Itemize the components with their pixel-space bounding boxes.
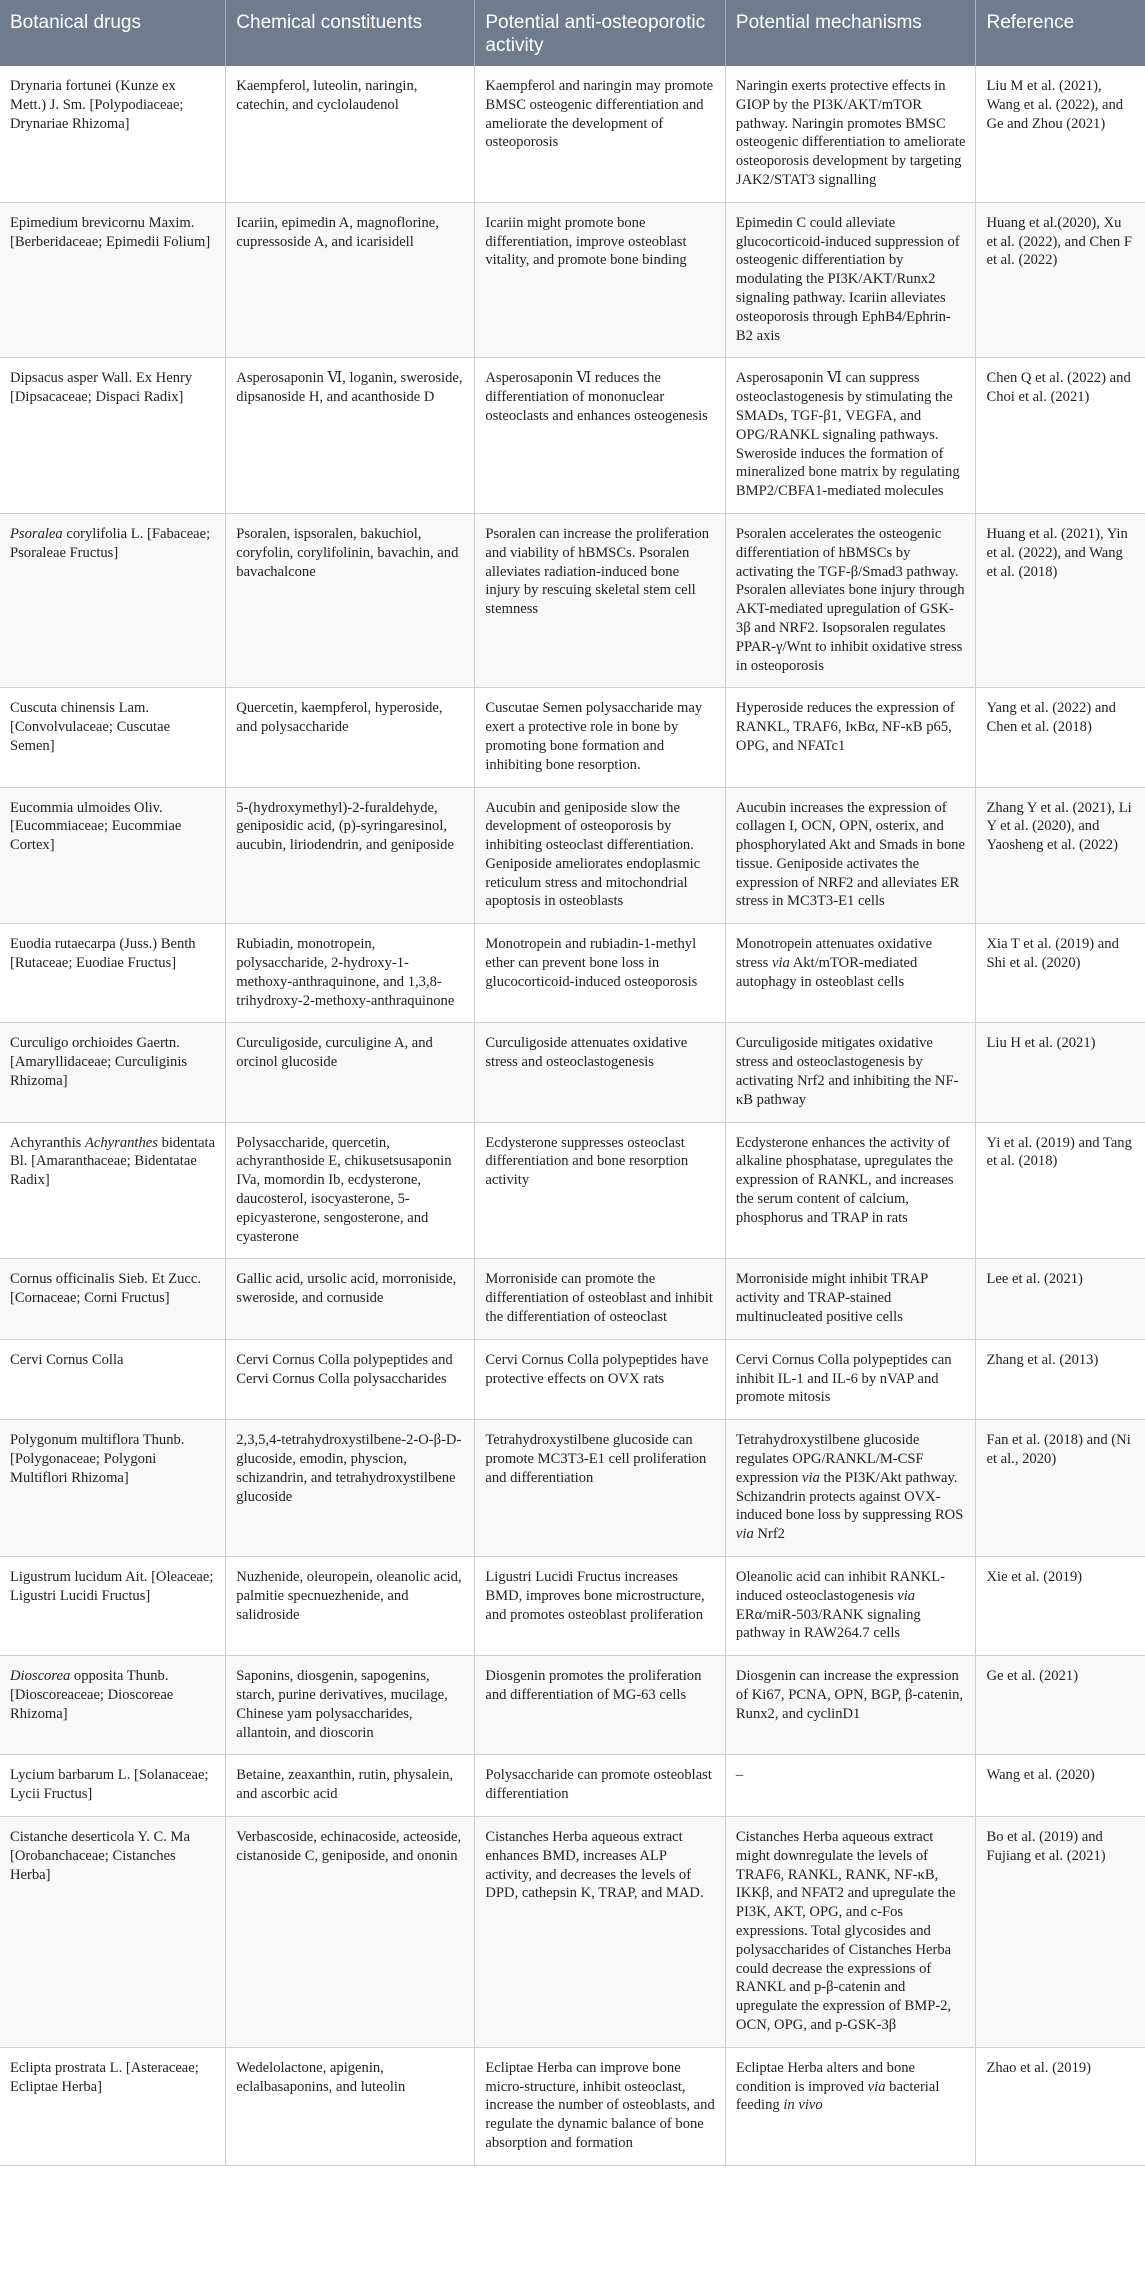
drug-text: bidentata Bl. [Amaranthaceae; Bidentatae Radix] bbox=[10, 1134, 216, 1189]
cell-activity: Ligustri Lucidi Fructus increases BMD, improves bone microstructure, and promotes osteoblast proliferation bbox=[475, 1557, 726, 1656]
mechanisms-text: Akt/mTOR-mediated autophagy in osteoblast cells bbox=[735, 955, 918, 990]
cell-drug: Euodia rutaecarpa (Juss.) Benth [Rutaceae; Euodiae Fructus] bbox=[0, 924, 226, 1023]
cell-activity: Aucubin and geniposide slow the development of osteoporosis by inhibiting osteoclast differentiation. Geniposide ameliorates endoplasmic reticulum stress and mitochondrial apoptosis in osteoblasts bbox=[475, 787, 726, 924]
cell-activity: Asperosaponin Ⅵ reduces the differentiation of mononuclear osteoclasts and enhances osteogenesis bbox=[475, 358, 726, 514]
table-row bbox=[0, 688, 1145, 787]
table-row bbox=[0, 924, 1145, 1023]
cell-drug: Drynaria fortunei (Kunze ex Mett.) J. Sm. [Polypodiaceae; Drynariae Rhizoma] bbox=[0, 66, 226, 202]
cell-mechanisms: Aucubin increases the expression of collagen I, OCN, OPN, osterix, and phosphorylated Akt and Smads in bone tissue. Geniposide activates the expression of NRF2 and alleviates ER stress in MC3T3-E1 cells bbox=[725, 787, 976, 924]
cell-activity: Cervi Cornus Colla polypeptides have protective effects on OVX rats bbox=[475, 1339, 726, 1419]
italic-genus: Achyranthes bbox=[84, 1134, 158, 1151]
cell-constituents: Nuzhenide, oleuropein, oleanolic acid, palmitie specnuezhenide, and salidroside bbox=[226, 1557, 475, 1656]
table-row bbox=[0, 1656, 1145, 1755]
cell-activity: Cistanches Herba aqueous extract enhances BMD, increases ALP activity, and decreases the levels of DPD, cathepsin K, TRAP, and MAD. bbox=[475, 1816, 726, 2047]
italic-in-vivo: in vivo bbox=[783, 2097, 823, 2114]
table-row bbox=[0, 2047, 1145, 2165]
cell-activity: Icariin might promote bone differentiation, improve osteoblast vitality, and promote bone binding bbox=[475, 202, 726, 358]
header-anti-osteoporotic-activity: Potential anti-osteoporotic activity bbox=[475, 0, 726, 66]
cell-reference: Lee et al. (2021) bbox=[976, 1259, 1145, 1339]
cell-mechanisms: Naringin exerts protective effects in GIOP by the PI3K/AKT/mTOR pathway. Naringin promotes BMSC osteogenic differentiation to ameliorate osteoporosis development by targeting JAK2/STAT3 signalling bbox=[725, 66, 976, 202]
cell-drug: Cistanche deserticola Y. C. Ma [Orobanchaceae; Cistanches Herba] bbox=[0, 1816, 226, 2047]
header-chemical-constituents: Chemical constituents bbox=[226, 0, 475, 66]
mechanisms-text: ERα/miR-503/RANK signaling pathway in RAW264.7 cells bbox=[735, 1606, 921, 1642]
mechanisms-text: bacterial feeding bbox=[735, 2078, 940, 2114]
cell-reference: Chen Q et al. (2022) and Choi et al. (2021) bbox=[976, 358, 1145, 514]
cell-reference: Xia T et al. (2019) and Shi et al. (2020) bbox=[976, 924, 1145, 1023]
cell-activity: Psoralen can increase the proliferation and viability of hBMSCs. Psoralen alleviates radiation-induced bone injury by rescuing skeletal stem cell stemness bbox=[475, 513, 726, 687]
cell-constituents: Verbascoside, echinacoside, acteoside, cistanoside C, geniposide, and ononin bbox=[226, 1816, 475, 2047]
cell-mechanisms: Cistanches Herba aqueous extract might downregulate the levels of TRAF6, RANKL, RANK, NF-κB, IKKβ, and NFAT2 and upregulate the PI3K, AKT, OPG, and c-Fos expressions. Total glycosides and polysaccharides of Cistanches Herba could decrease the expressions of RANKL and p-β-catenin and upregulate the expression of BMP-2, OCN, OPG, and p-GSK-3β bbox=[725, 1816, 976, 2047]
cell-reference: Liu M et al. (2021), Wang et al. (2022), and Ge and Zhou (2021) bbox=[976, 66, 1145, 202]
cell-mechanisms bbox=[725, 1420, 976, 1557]
cell-drug: Epimedium brevicornu Maxim. [Berberidaceae; Epimedii Folium] bbox=[0, 202, 226, 358]
cell-mechanisms: Epimedin C could alleviate glucocorticoid-induced suppression of osteogenic differentiation by modulating the PI3K/AKT/Runx2 signaling pathway. Icariin alleviates osteoporosis through EphB4/Ephrin-B2 axis bbox=[725, 202, 976, 358]
cell-constituents: Saponins, diosgenin, sapogenins, starch, purine derivatives, mucilage, Chinese yam polysaccharides, allantoin, and dioscorin bbox=[226, 1656, 475, 1755]
italic-via: via bbox=[802, 1469, 820, 1486]
cell-activity: Diosgenin promotes the proliferation and differentiation of MG-63 cells bbox=[475, 1656, 726, 1755]
table-row bbox=[0, 1259, 1145, 1339]
cell-drug: Ligustrum lucidum Ait. [Oleaceae; Ligustri Lucidi Fructus] bbox=[0, 1557, 226, 1656]
italic-via: via bbox=[735, 1526, 754, 1543]
header-reference: Reference bbox=[976, 0, 1145, 66]
table-row bbox=[0, 1755, 1145, 1817]
cell-drug: Curculigo orchioides Gaertn. [Amaryllidaceae; Curculiginis Rhizoma] bbox=[0, 1023, 226, 1122]
cell-drug: Eclipta prostrata L. [Asteraceae; Ecliptae Herba] bbox=[0, 2047, 226, 2165]
table-row bbox=[0, 1816, 1145, 2047]
drug-text: opposita Thunb. [Dioscoreaceae; Dioscoreae Rhizoma] bbox=[10, 1668, 174, 1722]
cell-activity: Monotropein and rubiadin-1-methyl ether can prevent bone loss in glucocorticoid-induced osteoporosis bbox=[475, 924, 726, 1023]
cell-constituents: Cervi Cornus Colla polypeptides and Cervi Cornus Colla polysaccharides bbox=[226, 1339, 475, 1419]
cell-activity: Morroniside can promote the differentiation of osteoblast and inhibit the differentiation of osteoclast bbox=[475, 1259, 726, 1339]
cell-reference: Wang et al. (2020) bbox=[976, 1755, 1145, 1817]
cell-activity: Cuscutae Semen polysaccharide may exert a protective role in bone by promoting bone formation and inhibiting bone resorption. bbox=[475, 688, 726, 787]
cell-activity: Tetrahydroxystilbene glucoside can promote MC3T3-E1 cell proliferation and differentiation bbox=[475, 1420, 726, 1557]
cell-drug: Cornus officinalis Sieb. Et Zucc. [Cornaceae; Corni Fructus] bbox=[0, 1259, 226, 1339]
cell-mechanisms: Asperosaponin Ⅵ can suppress osteoclastogenesis by stimulating the SMADs, TGF-β1, VEGFA, and OPG/RANKL signaling pathways. Sweroside induces the formation of mineralized bone matrix by regulating BMP2/CBFA1-mediated molecules bbox=[725, 358, 976, 514]
cell-reference: Zhang Y et al. (2021), Li Y et al. (2020), and Yaosheng et al. (2022) bbox=[976, 787, 1145, 924]
cell-mechanisms: Morroniside might inhibit TRAP activity and TRAP-stained multinucleated positive cells bbox=[725, 1259, 976, 1339]
cell-mechanisms: Psoralen accelerates the osteogenic differentiation of hBMSCs by activating the TGF-β/Smad3 pathway. Psoralen alleviates bone injury through AKT-mediated upregulation of GSK-3β and NRF2. Isopsoralen regulates PPAR-γ/Wnt to inhibit oxidative stress in osteoporosis bbox=[725, 513, 976, 687]
table-row bbox=[0, 358, 1145, 514]
cell-constituents: Betaine, zeaxanthin, rutin, physalein, and ascorbic acid bbox=[226, 1755, 475, 1817]
cell-constituents: Curculigoside, curculigine A, and orcinol glucoside bbox=[226, 1023, 475, 1122]
cell-drug: Dipsacus asper Wall. Ex Henry [Dipsacaceae; Dispaci Radix] bbox=[0, 358, 226, 514]
cell-drug: Polygonum multiflora Thunb. [Polygonaceae; Polygoni Multiflori Rhizoma] bbox=[0, 1420, 226, 1557]
cell-activity: Curculigoside attenuates oxidative stress and osteoclastogenesis bbox=[475, 1023, 726, 1122]
cell-reference: Bo et al. (2019) and Fujiang et al. (2021) bbox=[976, 1816, 1145, 2047]
cell-activity: Ecliptae Herba can improve bone micro-structure, inhibit osteoclast, increase the number of osteoblasts, and regulate the dynamic balance of bone absorption and formation bbox=[475, 2047, 726, 2165]
cell-reference: Huang et al. (2021), Yin et al. (2022), and Wang et al. (2018) bbox=[976, 513, 1145, 687]
cell-mechanisms: Diosgenin can increase the expression of Ki67, PCNA, OPN, BGP, β-catenin, Runx2, and cyclinD1 bbox=[725, 1656, 976, 1755]
table-row bbox=[0, 1122, 1145, 1259]
cell-drug bbox=[0, 1122, 226, 1259]
table-row bbox=[0, 787, 1145, 924]
cell-reference: Zhao et al. (2019) bbox=[976, 2047, 1145, 2165]
drug-text: Achyranthis bbox=[10, 1134, 85, 1151]
cell-drug: Eucommia ulmoides Oliv. [Eucommiaceae; Eucommiae Cortex] bbox=[0, 787, 226, 924]
mechanisms-text: Monotropein attenuates oxidative stress bbox=[735, 936, 933, 972]
cell-constituents: Gallic acid, ursolic acid, morroniside, sweroside, and cornuside bbox=[226, 1259, 475, 1339]
table-row bbox=[0, 202, 1145, 358]
table-row bbox=[0, 513, 1145, 687]
cell-mechanisms: Hyperoside reduces the expression of RANKL, TRAF6, IκBα, NF-κB p65, OPG, and NFATc1 bbox=[725, 688, 976, 787]
cell-mechanisms: – bbox=[725, 1755, 976, 1817]
cell-mechanisms bbox=[725, 1557, 976, 1656]
cell-constituents: 2,3,5,4-tetrahydroxystilbene-2-O-β-D-glucoside, emodin, physcion, schizandrin, and tetrahydroxystilbene glucoside bbox=[226, 1420, 475, 1557]
cell-constituents: Quercetin, kaempferol, hyperoside, and polysaccharide bbox=[226, 688, 475, 787]
cell-constituents: Polysaccharide, quercetin, achyranthoside E, chikusetsusaponin IVa, momordin Ib, ecdysterone, daucosterol, isocyasterone, 5-epicyasterone, sengosterone, and cyasterone bbox=[226, 1122, 475, 1259]
table-row bbox=[0, 1420, 1145, 1557]
italic-genus: Psoralea bbox=[10, 525, 63, 542]
cell-drug bbox=[0, 1656, 226, 1755]
cell-reference: Ge et al. (2021) bbox=[976, 1656, 1145, 1755]
table-row bbox=[0, 66, 1145, 202]
cell-drug: Lycium barbarum L. [Solanaceae; Lycii Fructus] bbox=[0, 1755, 226, 1817]
cell-drug: Cervi Cornus Colla bbox=[0, 1339, 226, 1419]
drug-text: corylifolia L. [Fabaceae; Psoraleae Fructus] bbox=[10, 525, 211, 561]
italic-genus: Dioscorea bbox=[10, 1668, 71, 1685]
cell-reference: Huang et al.(2020), Xu et al. (2022), and Chen F et al. (2022) bbox=[976, 202, 1145, 358]
mechanisms-text: Ecliptae Herba alters and bone condition is improved bbox=[735, 2059, 916, 2095]
cell-constituents: Wedelolactone, apigenin, eclalbasaponins, and luteolin bbox=[226, 2047, 475, 2165]
table-row bbox=[0, 1023, 1145, 1122]
cell-constituents: Icariin, epimedin A, magnoflorine, cupressoside A, and icarisidell bbox=[226, 202, 475, 358]
cell-constituents: 5-(hydroxymethyl)-2-furaldehyde, geniposidic acid, (p)-syringaresinol, aucubin, liriodendrin, and geniposide bbox=[226, 787, 475, 924]
cell-reference: Xie et al. (2019) bbox=[976, 1557, 1145, 1656]
italic-via: via bbox=[867, 2078, 886, 2095]
cell-reference: Zhang et al. (2013) bbox=[976, 1339, 1145, 1419]
mechanisms-text: Tetrahydroxystilbene glucoside regulates OPG/RANKL/M-CSF expression bbox=[735, 1432, 924, 1486]
cell-drug bbox=[0, 513, 226, 687]
cell-mechanisms: Ecdysterone enhances the activity of alkaline phosphatase, upregulates the expression of RANKL, and increases the serum content of calcium, phosphorus and TRAP in rats bbox=[725, 1122, 976, 1259]
cell-drug: Cuscuta chinensis Lam. [Convolvulaceae; Cuscutae Semen] bbox=[0, 688, 226, 787]
cell-activity: Kaempferol and naringin may promote BMSC osteogenic differentiation and ameliorate the development of osteoporosis bbox=[475, 66, 726, 202]
italic-via: via bbox=[772, 955, 790, 972]
table-header-row bbox=[0, 0, 1145, 66]
italic-via: via bbox=[897, 1587, 916, 1604]
cell-mechanisms: Curculigoside mitigates oxidative stress and osteoclastogenesis by activating Nrf2 and inhibiting the NF-κB pathway bbox=[725, 1023, 976, 1122]
cell-reference: Yang et al. (2022) and Chen et al. (2018) bbox=[976, 688, 1145, 787]
cell-constituents: Asperosaponin Ⅵ, loganin, sweroside, dipsanoside H, and acanthoside D bbox=[226, 358, 475, 514]
cell-constituents: Rubiadin, monotropein, polysaccharide, 2-hydroxy-1-methoxy-anthraquinone, and 1,3,8-trihydroxy-2-methoxy-anthraquinone bbox=[226, 924, 475, 1023]
mechanisms-text: Nrf2 bbox=[753, 1526, 785, 1543]
cell-mechanisms bbox=[725, 2047, 976, 2165]
mechanisms-text: Oleanolic acid can inhibit RANKL-induced osteoclastogenesis bbox=[735, 1569, 946, 1604]
cell-mechanisms: Cervi Cornus Colla polypeptides can inhibit IL-1 and IL-6 by nVAP and promote mitosis bbox=[725, 1339, 976, 1419]
cell-activity: Ecdysterone suppresses osteoclast differentiation and bone resorption activity bbox=[475, 1122, 726, 1259]
cell-reference: Fan et al. (2018) and (Ni et al., 2020) bbox=[976, 1420, 1145, 1557]
header-botanical-drugs: Botanical drugs bbox=[0, 0, 226, 66]
cell-reference: Liu H et al. (2021) bbox=[976, 1023, 1145, 1122]
header-potential-mechanisms: Potential mechanisms bbox=[725, 0, 976, 66]
cell-mechanisms bbox=[725, 924, 976, 1023]
table-row bbox=[0, 1339, 1145, 1419]
cell-constituents: Psoralen, ispsoralen, bakuchiol, coryfolin, corylifolinin, bavachin, and bavachalcone bbox=[226, 513, 475, 687]
table-row bbox=[0, 1557, 1145, 1656]
cell-constituents: Kaempferol, luteolin, naringin, catechin, and cyclolaudenol bbox=[226, 66, 475, 202]
cell-activity: Polysaccharide can promote osteoblast differentiation bbox=[475, 1755, 726, 1817]
cell-reference: Yi et al. (2019) and Tang et al. (2018) bbox=[976, 1122, 1145, 1259]
mechanisms-text: the PI3K/Akt pathway. Schizandrin protects against OVX-induced bone loss by suppressing ROS bbox=[735, 1469, 964, 1524]
